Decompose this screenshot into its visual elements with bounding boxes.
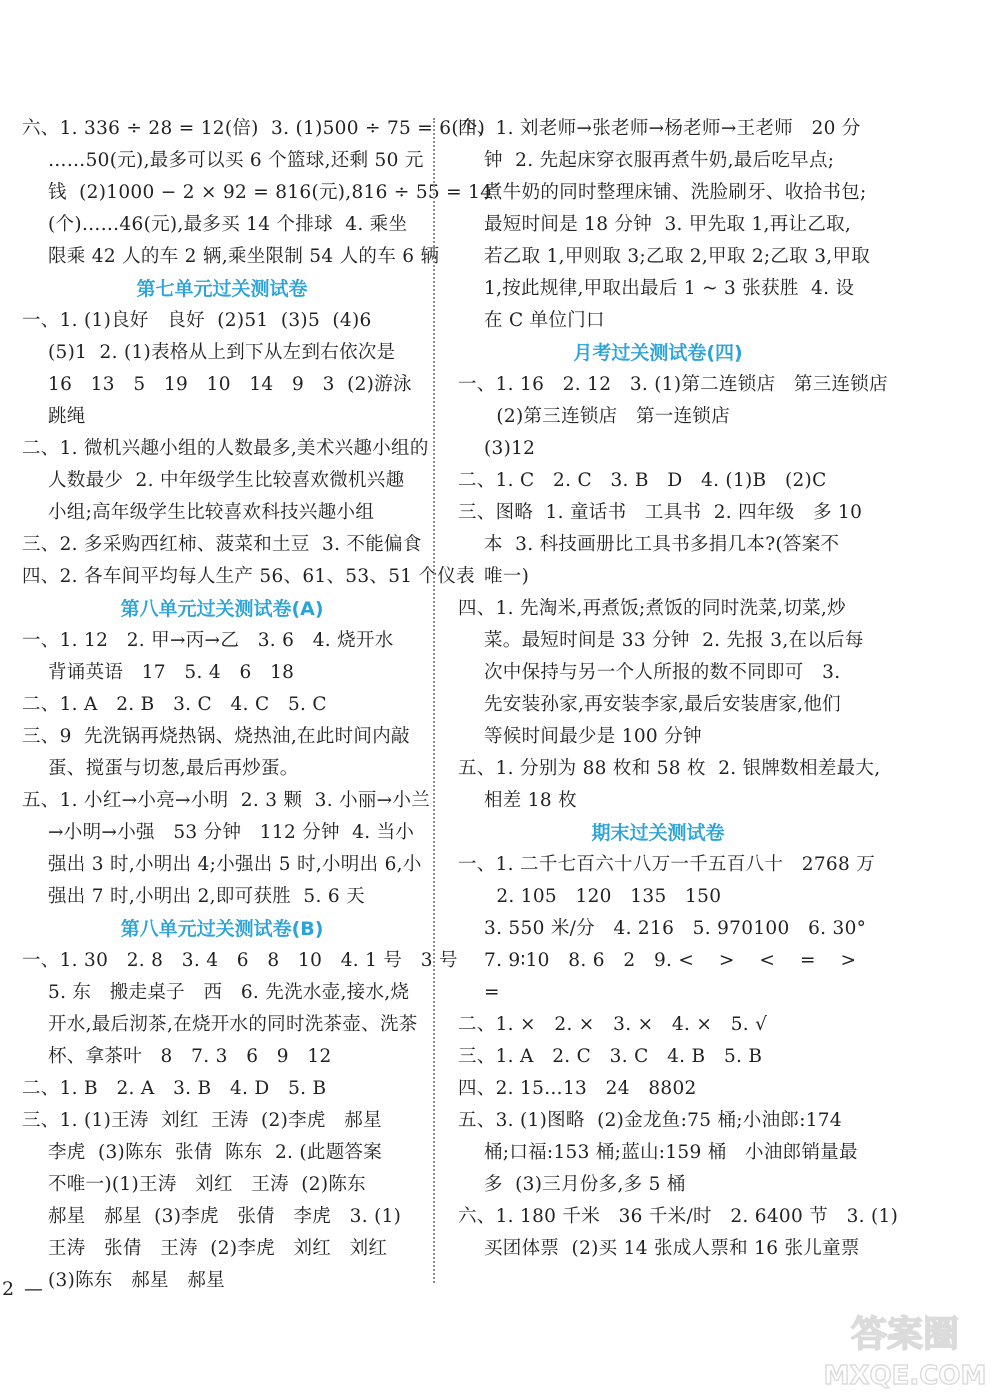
answer-line: 二、1. 微机兴趣小组的人数最多,美术兴趣小组的 <box>22 438 429 459</box>
answer-line: 跳绳 <box>48 406 86 427</box>
answer-line: 王涛 张倩 王涛 (2)李虎 刘红 刘红 <box>48 1238 388 1259</box>
answer-line: 郝星 郝星 (3)李虎 张倩 李虎 3. (1) <box>48 1206 402 1227</box>
answer-line: 2. 105 120 135 150 <box>484 886 722 907</box>
answer-line: = <box>484 982 500 1003</box>
answer-line: 在 C 单位门口 <box>484 310 605 331</box>
answer-line: 3. 550 米/分 4. 216 5. 970100 6. 30° <box>484 918 867 939</box>
answer-line: 五、1. 小红→小亮→小明 2. 3 颗 3. 小丽→小兰 <box>22 790 431 811</box>
page-number: 2 <box>2 1278 15 1300</box>
answer-line: 买团体票 (2)买 14 张成人票和 16 张儿童票 <box>484 1238 860 1259</box>
answer-line: 次中保持与另一个人所报的数不同即可 3. <box>484 662 841 683</box>
answer-line: 蛋、搅蛋与切葱,最后再炒蛋。 <box>48 758 299 779</box>
answer-line: 一、1. 16 2. 12 3. (1)第二连锁店 第三连锁店 <box>458 374 888 395</box>
page-number-dash: — <box>24 1278 43 1300</box>
answer-line: 先安装孙家,再安装李家,最后安装唐家,他们 <box>484 694 841 715</box>
answer-line: (5)1 2. (1)表格从上到下从左到右依次是 <box>48 342 396 363</box>
answer-line: 三、1. (1)王涛 刘红 王涛 (2)李虎 郝星 <box>22 1110 382 1131</box>
answer-line: 菜。最短时间是 33 分钟 2. 先报 3,在以后每 <box>484 630 864 651</box>
answer-line: 桶;口福:153 桶;蓝山:159 桶 小油郎销量最 <box>484 1142 858 1163</box>
answer-line: 小组;高年级学生比较喜欢科技兴趣小组 <box>48 502 375 523</box>
answer-line: 四、2. 15…13 24 8802 <box>458 1078 697 1099</box>
answer-line: 五、1. 分别为 88 枚和 58 枚 2. 银牌数相差最大, <box>458 758 881 779</box>
section-title: 第八单元过关测试卷(B) <box>120 918 324 940</box>
answer-line: 四、1. 刘老师→张老师→杨老师→王老师 20 分 <box>458 118 861 139</box>
section-title: 期末过关测试卷 <box>591 822 725 844</box>
answer-line: 六、1. 180 千米 36 千米/时 2. 6400 节 3. (1) <box>458 1206 899 1227</box>
section-title: 第七单元过关测试卷 <box>136 278 308 300</box>
answer-line: 四、2. 各车间平均每人生产 56、61、53、51 个仪表 <box>22 566 475 587</box>
answer-line: 强出 3 时,小明出 4;小强出 5 时,小明出 6,小 <box>48 854 422 875</box>
answer-line: 16 13 5 19 10 14 9 3 (2)游泳 <box>48 374 412 395</box>
answer-line: 等候时间最少是 100 分钟 <box>484 726 702 747</box>
answer-line: 多 (3)三月份多,多 5 桶 <box>484 1174 686 1195</box>
answer-line: 三、9 先洗锅再烧热锅、烧热油,在此时间内敲 <box>22 726 410 747</box>
answer-line: 三、1. A 2. C 3. C 4. B 5. B <box>458 1046 763 1067</box>
answer-line: 四、1. 先淘米,再煮饭;煮饭的同时洗菜,切菜,炒 <box>458 598 846 619</box>
answer-line: 六、1. 336 ÷ 28 = 12(倍) 3. (1)500 ÷ 75 = 6(个) <box>22 118 486 139</box>
answer-line: 背诵英语 17 5. 4 6 18 <box>48 662 295 683</box>
answer-line: 一、1. 二千七百六十八万一千五百八十 2768 万 <box>458 854 876 875</box>
answer-line: 李虎 (3)陈东 张倩 陈东 2. (此题答案 <box>48 1142 383 1163</box>
answer-line: 相差 18 枚 <box>484 790 577 811</box>
answer-line: 煮牛奶的同时整理床铺、洗脸刷牙、收拾书包; <box>484 182 867 203</box>
answer-line: 5. 东 搬走桌子 西 6. 先洗水壶,接水,烧 <box>48 982 410 1003</box>
answer-line: ……50(元),最多可以买 6 个篮球,还剩 50 元 <box>48 150 424 171</box>
answer-line: (个)……46(元),最多买 14 个排球 4. 乘坐 <box>48 214 408 235</box>
answer-line: (3)12 <box>484 438 536 459</box>
answer-line: 不唯一)(1)王涛 刘红 王涛 (2)陈东 <box>48 1174 366 1195</box>
answer-line: 1,按此规律,甲取出最后 1 ~ 3 张获胜 4. 设 <box>484 278 855 299</box>
answer-line: 五、3. (1)图略 (2)金龙鱼:75 桶;小油郎:174 <box>458 1110 842 1131</box>
answer-line: 7. 9∶10 8. 6 2 9. < > < = > <box>484 950 857 971</box>
watermark-bottom-text: MXQE.COM <box>823 1361 987 1391</box>
answer-line: 钟 2. 先起床穿衣服再煮牛奶,最后吃早点; <box>484 150 835 171</box>
answer-line: 二、1. × 2. × 3. × 4. × 5. √ <box>458 1014 768 1035</box>
answer-line: 最短时间是 18 分钟 3. 甲先取 1,再让乙取, <box>484 214 852 235</box>
answer-line: 一、1. (1)良好 良好 (2)51 (3)5 (4)6 <box>22 310 372 331</box>
left-column <box>22 113 493 1297</box>
answer-line: 唯一) <box>484 566 530 587</box>
answer-line: 若乙取 1,甲则取 3;乙取 2,甲取 2;乙取 3,甲取 <box>484 246 871 267</box>
column-divider <box>433 118 435 1283</box>
answer-line: 强出 7 时,小明出 2,即可获胜 5. 6 天 <box>48 886 365 907</box>
answer-line: 本 3. 科技画册比工具书多捐几本?(答案不 <box>484 534 840 555</box>
answer-line: 杯、拿茶叶 8 7. 3 6 9 12 <box>48 1046 332 1067</box>
right-column <box>458 113 899 1265</box>
answer-line: →小明→小强 53 分钟 112 分钟 4. 当小 <box>48 822 415 843</box>
answer-line: 二、1. B 2. A 3. B 4. D 5. B <box>22 1078 327 1099</box>
section-title: 第八单元过关测试卷(A) <box>120 598 324 620</box>
answer-line: 二、1. C 2. C 3. B D 4. (1)B (2)C <box>458 470 827 491</box>
answer-line: 三、图略 1. 童话书 工具书 2. 四年级 多 10 <box>458 502 863 523</box>
answer-line: 限乘 42 人的车 2 辆,乘坐限制 54 人的车 6 辆 <box>48 246 440 267</box>
section-title: 月考过关测试卷(四) <box>573 342 743 364</box>
answer-line: 一、1. 30 2. 8 3. 4 6 8 10 4. 1 号 3 号 <box>22 950 458 971</box>
watermark-logo <box>820 1306 990 1394</box>
watermark-top-text: 答案圈 <box>850 1314 960 1355</box>
answer-line: 开水,最后沏茶,在烧开水的同时洗茶壶、洗茶 <box>48 1014 418 1035</box>
answer-line: 人数最少 2. 中年级学生比较喜欢微机兴趣 <box>48 470 405 491</box>
answer-line: (2)第三连锁店 第一连锁店 <box>484 406 731 427</box>
answer-line: 二、1. A 2. B 3. C 4. C 5. C <box>22 694 327 715</box>
answer-line: 三、2. 多采购西红柿、菠菜和土豆 3. 不能偏食 <box>22 534 422 555</box>
answer-line: 钱 (2)1000 − 2 × 92 = 816(元),816 ÷ 55 = 14 <box>48 182 493 203</box>
answer-line: (3)陈东 郝星 郝星 <box>48 1270 225 1291</box>
answer-line: 一、1. 12 2. 甲→丙→乙 3. 6 4. 烧开水 <box>22 630 394 651</box>
